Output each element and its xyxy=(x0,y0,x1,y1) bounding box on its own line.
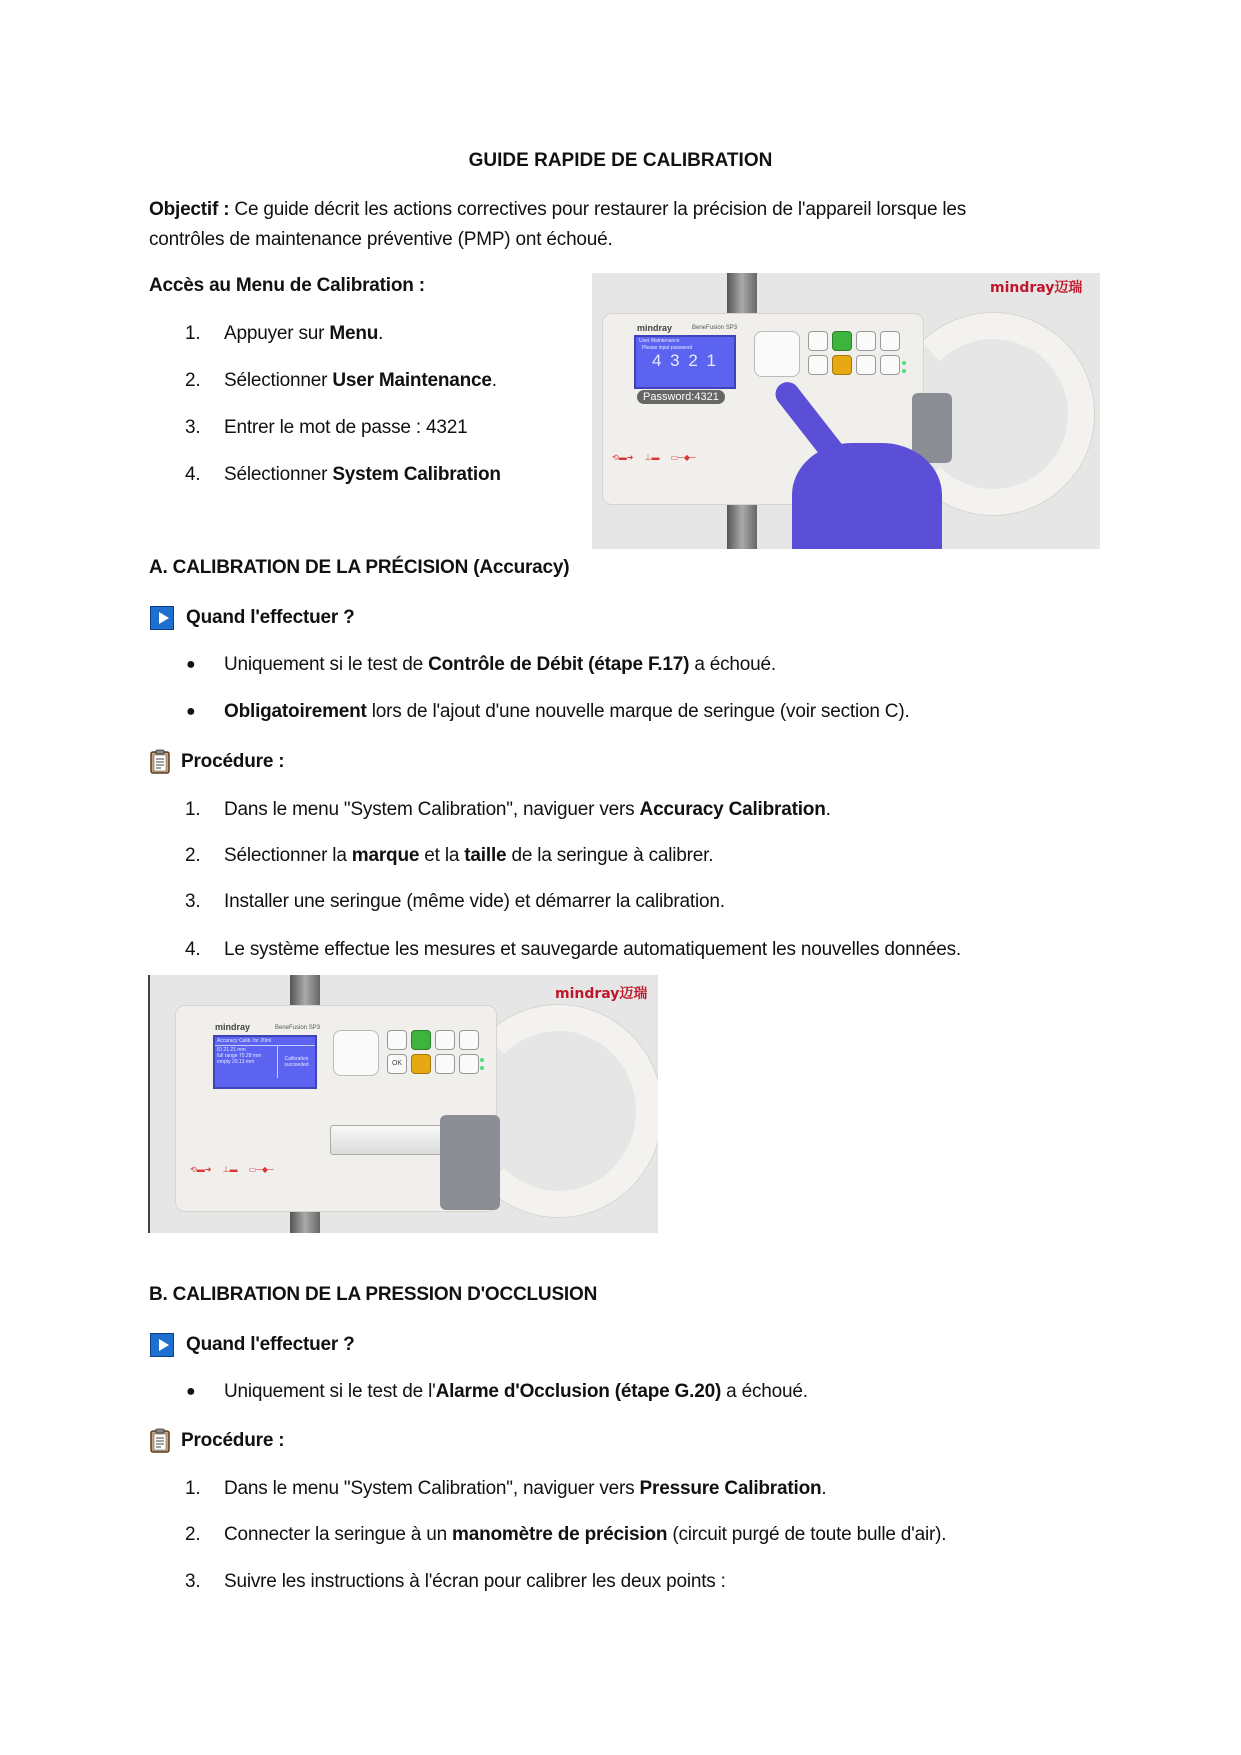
step-bold: System Calibration xyxy=(332,464,501,485)
objective-line-2: contrôles de maintenance préventive (PMP) ont échoué. xyxy=(149,229,613,250)
bullet-icon: ● xyxy=(186,1383,196,1400)
step-text: Appuyer sur xyxy=(224,323,330,344)
bullet-text: Uniquement si le test de l' xyxy=(224,1381,436,1402)
section-b-step-1 xyxy=(0,1477,1100,1501)
access-step-1 xyxy=(0,322,580,346)
step-number: 4. xyxy=(185,464,201,485)
lcd-screen xyxy=(634,335,736,389)
row-unit: mm xyxy=(237,1047,246,1053)
step-text: Connecter la seringue à un xyxy=(224,1524,453,1545)
stop-key xyxy=(832,355,852,375)
step-text-post: de la seringue à calibrer. xyxy=(506,845,714,866)
step-text-post: . xyxy=(825,799,831,820)
step-number: 3. xyxy=(185,417,201,438)
bullet-bold: Contrôle de Débit (étape F.17) xyxy=(428,654,690,675)
row-unit: mm xyxy=(245,1059,255,1065)
step-bold: marque xyxy=(351,845,420,866)
bullet-bold: Alarme d'Occlusion (étape G.20) xyxy=(435,1381,722,1402)
lcd-header: User Maintenance xyxy=(639,338,680,344)
access-step-3 xyxy=(0,416,580,440)
clipboard-icon xyxy=(150,749,170,774)
section-a-heading: A. CALIBRATION DE LA PRÉCISION (Accuracy) xyxy=(149,557,570,578)
step-bold: Accuracy Calibration xyxy=(639,799,826,820)
status-led xyxy=(480,1058,484,1062)
row-value: 70.28 xyxy=(238,1053,252,1059)
password-badge: Password:4321 xyxy=(637,390,725,404)
clipboard-icon xyxy=(150,1428,170,1453)
step-number: 3. xyxy=(185,891,201,912)
access-step-4 xyxy=(0,463,580,487)
power-key xyxy=(880,331,900,351)
start-key xyxy=(411,1030,431,1050)
step-bold-2: taille xyxy=(464,845,507,866)
step-text: Installer une seringue (même vide) et démarrer la calibration. xyxy=(224,891,725,912)
clear-key xyxy=(387,1030,407,1050)
access-step-2 xyxy=(0,369,580,393)
section-b-bullet-1 xyxy=(0,1380,1100,1404)
bullet-text: Uniquement si le test de xyxy=(224,654,429,675)
step-text: Suivre les instructions à l'écran pour calibrer les deux points : xyxy=(224,1571,726,1592)
step-text: Entrer le mot de passe : 4321 xyxy=(224,417,468,438)
row-label: full range xyxy=(217,1053,238,1059)
direction-pad xyxy=(333,1030,379,1076)
bullet-text-post: lors de l'ajout d'une nouvelle marque de seringue (voir section C). xyxy=(366,701,910,722)
loading-diagram: ⟲▬➜ ⊥▬ ▭─◆─ xyxy=(612,453,696,462)
step-bold: User Maintenance xyxy=(332,370,492,391)
objective-text: Ce guide décrit les actions correctives pour restaurer la précision de l'appareil lorsque les xyxy=(229,199,967,220)
step-number: 1. xyxy=(185,1478,201,1499)
step-text-post: . xyxy=(821,1478,827,1499)
section-a-bullet-1 xyxy=(0,653,1100,677)
step-text: Dans le menu "System Calibration", naviguer vers xyxy=(224,799,640,820)
section-b-heading: B. CALIBRATION DE LA PRESSION D'OCCLUSION xyxy=(149,1284,598,1305)
row-label: ID xyxy=(217,1047,222,1053)
row-value: 21.21 xyxy=(223,1047,236,1053)
step-number: 1. xyxy=(185,323,201,344)
bullet-text-post: a échoué. xyxy=(721,1381,808,1402)
step-text: Le système effectue les mesures et sauvegarde automatiquement les nouvelles données. xyxy=(224,939,961,960)
device-model: BeneFusion SP3 xyxy=(275,1025,321,1031)
bullet-icon: ● xyxy=(186,656,196,673)
section-b-step-2 xyxy=(0,1523,1100,1547)
play-icon xyxy=(150,1333,174,1357)
stop-key xyxy=(411,1054,431,1074)
lcd-screen xyxy=(213,1035,317,1089)
step-text: Sélectionner la xyxy=(224,845,352,866)
lcd-status: Calibration succeeded xyxy=(284,1056,309,1068)
status-led xyxy=(480,1066,484,1070)
start-key xyxy=(832,331,852,351)
bullet-bold: Obligatoirement xyxy=(224,701,367,722)
menu-key xyxy=(459,1054,479,1074)
step-text-post: . xyxy=(491,370,497,391)
lcd-prompt: Please input password xyxy=(642,345,693,351)
ok-key: OK xyxy=(387,1054,407,1074)
step-text: Sélectionner xyxy=(224,464,333,485)
mindray-logo: mindray迈瑞 xyxy=(990,280,1083,296)
step-text-post: (circuit purgé de toute bulle d'air). xyxy=(667,1524,947,1545)
row-unit: mm xyxy=(252,1053,262,1059)
step-number: 4. xyxy=(185,939,201,960)
bolus-key xyxy=(435,1030,455,1050)
step-number: 3. xyxy=(185,1571,201,1592)
menu-key xyxy=(880,355,900,375)
row-label: empty xyxy=(217,1059,231,1065)
step-text: Dans le menu "System Calibration", naviguer vers xyxy=(224,1478,640,1499)
row-value: 20.13 xyxy=(232,1059,245,1065)
ok-key xyxy=(808,355,828,375)
step-text: Sélectionner xyxy=(224,370,333,391)
loading-diagram: ⟲▬➜ ⊥▬ ▭─◆─ xyxy=(190,1165,274,1174)
device-brand: mindray xyxy=(215,1022,251,1032)
step-text-post: . xyxy=(378,323,384,344)
section-a-procedure-label: Procédure : xyxy=(181,751,285,772)
alarm-key xyxy=(435,1054,455,1074)
step-number: 2. xyxy=(185,845,201,866)
step-number: 2. xyxy=(185,370,201,391)
lcd-row xyxy=(217,1059,275,1065)
section-a-step-4 xyxy=(0,938,1100,962)
step-number: 1. xyxy=(185,799,201,820)
objective-label: Objectif : xyxy=(149,199,230,220)
lcd-digits: 4 3 2 1 xyxy=(652,351,718,370)
gloved-hand xyxy=(792,443,942,549)
clear-key xyxy=(808,331,828,351)
step-bold: Pressure Calibration xyxy=(639,1478,822,1499)
bullet-icon: ● xyxy=(186,703,196,720)
pump-accuracy-photo xyxy=(148,975,658,1233)
power-key xyxy=(459,1030,479,1050)
section-b-when-label: Quand l'effectuer ? xyxy=(186,1334,355,1355)
play-icon xyxy=(150,606,174,630)
bolus-key xyxy=(856,331,876,351)
section-a-bullet-2 xyxy=(0,700,1100,724)
step-number: 2. xyxy=(185,1524,201,1545)
objective-line-1 xyxy=(149,198,966,222)
step-bold: manomètre de précision xyxy=(452,1524,668,1545)
section-b-procedure-label: Procédure : xyxy=(181,1430,285,1451)
lcd-values xyxy=(215,1046,278,1078)
access-heading: Accès au Menu de Calibration : xyxy=(149,275,425,296)
section-a-step-2 xyxy=(0,844,1100,868)
mindray-logo: mindray迈瑞 xyxy=(555,986,648,1002)
bullet-text-post: a échoué. xyxy=(689,654,776,675)
plunger-clamp xyxy=(440,1115,500,1210)
pump-password-photo xyxy=(592,273,1100,549)
step-bold: Menu xyxy=(329,323,379,344)
section-a-when-label: Quand l'effectuer ? xyxy=(186,607,355,628)
section-b-step-3 xyxy=(0,1570,1100,1594)
status-led xyxy=(902,369,906,373)
section-a-step-1 xyxy=(0,798,1100,822)
device-model: BeneFusion SP3 xyxy=(692,325,738,331)
section-a-step-3 xyxy=(0,890,1100,914)
alarm-key xyxy=(856,355,876,375)
page-title: GUIDE RAPIDE DE CALIBRATION xyxy=(468,150,773,171)
lcd-header: Accuracy Calib. for 20ml xyxy=(215,1037,315,1046)
direction-pad xyxy=(754,331,800,377)
step-text-mid: et la xyxy=(419,845,465,866)
device-brand: mindray xyxy=(637,323,673,333)
status-led xyxy=(902,361,906,365)
